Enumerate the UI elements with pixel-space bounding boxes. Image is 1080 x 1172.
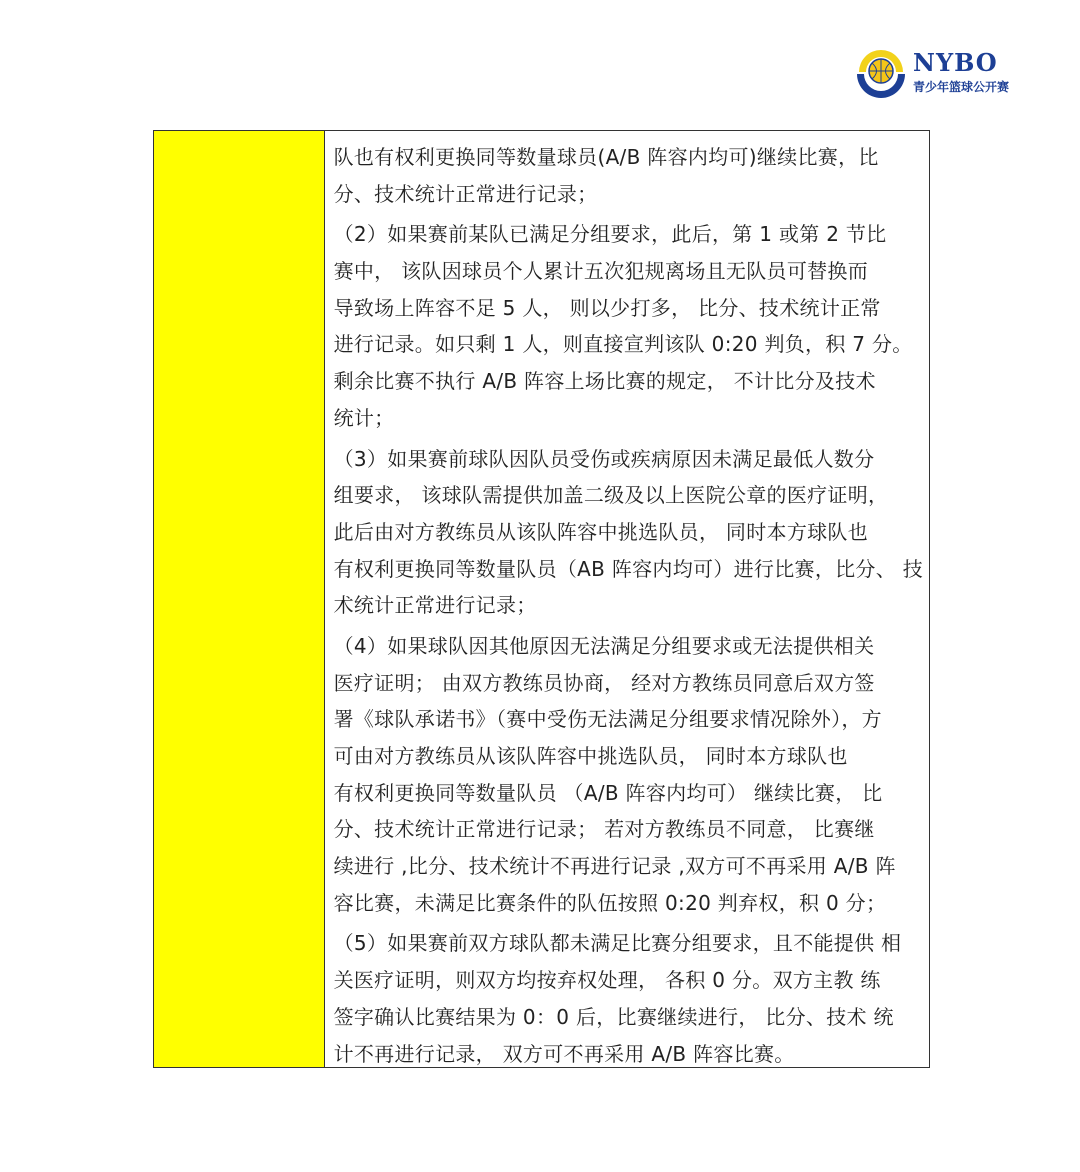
text-line: 术统计正常进行记录； — [333, 593, 537, 618]
text-line: （3）如果赛前球队因队员受伤或疾病原因未满足最低人数分 — [333, 446, 875, 471]
text-line: 容比赛，未满足比赛条件的队伍按照 0:20 判弃权，积 0 分； — [333, 890, 887, 915]
logo-subtitle: 青少年篮球公开赛 — [913, 80, 1010, 94]
rules-text-cell — [325, 131, 929, 1067]
rule-paragraph — [334, 925, 923, 1072]
text-line: 队也有权利更换同等数量球员(A/B 阵容内均可)继续比赛，比 — [333, 145, 879, 169]
highlighted-label-cell — [154, 131, 325, 1067]
text-line: 统计； — [333, 405, 395, 430]
text-line: 计不再进行记录， 双方可不再采用 A/B 阵容比赛。 — [333, 1041, 795, 1066]
text-line: 分、技术统计正常进行记录； 若对方教练员不同意， 比赛继 — [333, 817, 875, 842]
text-line: 可由对方教练员从该队阵容中挑选队员， 同时本方球队也 — [333, 744, 848, 768]
logo-title: NYBO — [913, 48, 998, 77]
text-line: 分、技术统计正常进行记录； — [333, 181, 598, 206]
rule-paragraph — [334, 441, 923, 624]
rule-paragraph — [334, 628, 923, 922]
text-line: 署《球队承诺书》（赛中受伤无法满足分组要求情况除外），方 — [333, 707, 882, 732]
text-line: 签字确认比赛结果为 0：0 后，比赛继续进行， 比分、技术 统 — [333, 1004, 894, 1029]
text-line: 进行记录。如只剩 1 人，则直接宣判该队 0:20 判负，积 7 分。 — [333, 332, 913, 357]
text-line: 剩余比赛不执行 A/B 阵容上场比赛的规定， 不计比分及技术 — [333, 369, 876, 394]
text-line: 赛中， 该队因球员个人累计五次犯规离场且无队员可替换而 — [333, 259, 869, 284]
text-line: （4）如果球队因其他原因无法满足分组要求或无法提供相关 — [333, 633, 875, 658]
text-line: 导致场上阵容不足 5 人， 则以少打多， 比分、技术统计正常 — [333, 295, 881, 320]
rules-table — [153, 130, 930, 1068]
text-line: 关医疗证明，则双方均按弃权处理， 各积 0 分。双方主教 练 — [333, 968, 881, 993]
text-line: 组要求， 该球队需提供加盖二级及以上医院公章的医疗证明， — [333, 483, 889, 508]
text-line: 此后由对方教练员从该队阵容中挑选队员， 同时本方球队也 — [333, 519, 869, 544]
text-line: 有权利更换同等数量队员（AB 阵容内均可）进行比赛，比分、 技 — [333, 556, 923, 581]
nybo-logo — [853, 44, 1033, 104]
text-line: （2）如果赛前某队已满足分组要求，此后，第 1 或第 2 节比 — [333, 222, 887, 247]
rule-paragraph — [334, 216, 923, 436]
basketball-logo-icon — [853, 44, 909, 100]
rule-paragraph — [334, 139, 923, 212]
text-line: 续进行 ,比分、技术统计不再进行记录 ,双方可不再采用 A/B 阵 — [333, 854, 896, 879]
text-line: （5）如果赛前双方球队都未满足比赛分组要求，且不能提供 相 — [333, 931, 902, 956]
text-line: 医疗证明； 由双方教练员协商， 经对方教练员同意后双方签 — [333, 670, 875, 695]
text-line: 有权利更换同等数量队员 （A/B 阵容内均可） 继续比赛， 比 — [333, 780, 883, 805]
